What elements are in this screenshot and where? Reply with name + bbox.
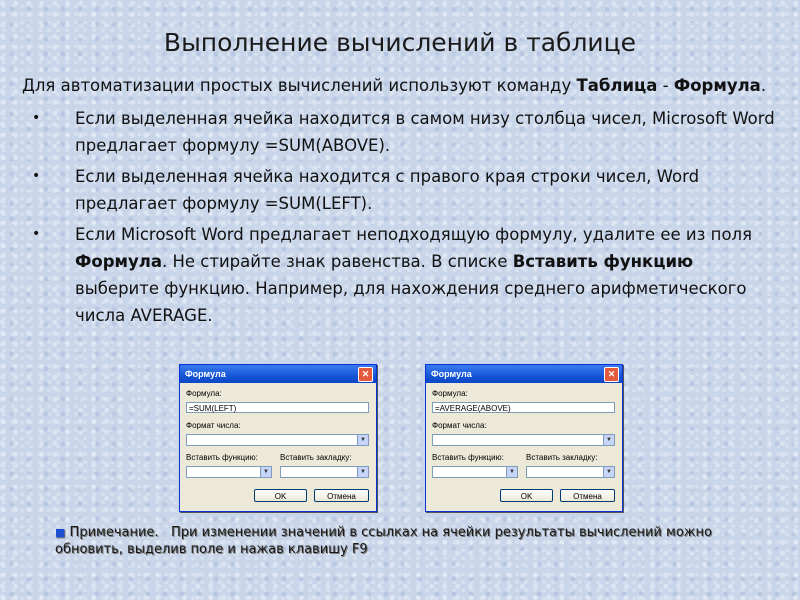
- bullet-item: [22, 105, 782, 159]
- chevron-down-icon[interactable]: ▼: [357, 467, 368, 477]
- insert-function-label: Вставить функцию:: [432, 453, 504, 462]
- intro-bold-table: Таблица: [576, 76, 658, 95]
- formula-label: Формула:: [432, 389, 468, 398]
- chevron-down-icon[interactable]: ▼: [603, 467, 614, 477]
- bullet-dot-icon: •: [32, 168, 41, 184]
- number-format-label: Формат числа:: [186, 421, 241, 430]
- intro-text: Для автоматизации простых вычислений используют команду: [22, 76, 577, 95]
- bullet-square-icon: ■: [55, 526, 66, 539]
- formula-input[interactable]: =SUM(LEFT): [186, 402, 369, 413]
- bullet-dot-icon: •: [32, 110, 41, 126]
- number-format-select[interactable]: [432, 434, 615, 446]
- formula-dialog-sum: [179, 364, 377, 512]
- cancel-button[interactable]: Отмена: [314, 489, 369, 502]
- intro-dash: -: [657, 76, 674, 95]
- note-text: При изменении значений в ссылках на ячейки результаты вычислений можно обновить, выделив поле и нажав клавишу F9: [55, 525, 712, 557]
- insert-bookmark-select[interactable]: [280, 466, 369, 478]
- bullet-text: Если выделенная ячейка находится с правого края строки чисел, Word предлагает формулу =SUM(LEFT).: [75, 167, 700, 213]
- cancel-button[interactable]: Отмена: [560, 489, 615, 502]
- bullet-item: [22, 163, 782, 217]
- dialog-titlebar: [426, 365, 622, 383]
- number-format-label: Формат числа:: [432, 421, 487, 430]
- slide-title: Выполнение вычислений в таблице: [163, 28, 637, 57]
- chevron-down-icon[interactable]: ▼: [603, 435, 614, 445]
- formula-label: Формула:: [186, 389, 222, 398]
- chevron-down-icon[interactable]: ▼: [357, 435, 368, 445]
- bullet-text: . Не стирайте знак равенства. В списке: [161, 252, 513, 271]
- bullet-text: Если Microsoft Word предлагает неподходящую формулу, удалите ее из поля: [75, 225, 753, 244]
- dialog-title: Формула: [431, 369, 472, 379]
- formula-dialog-average: [425, 364, 623, 512]
- note-paragraph: [55, 524, 775, 558]
- dialog-title: Формула: [185, 369, 226, 379]
- formula-input[interactable]: =AVERAGE(ABOVE): [432, 402, 615, 413]
- close-icon[interactable]: ✕: [604, 367, 619, 382]
- insert-function-select[interactable]: [432, 466, 518, 478]
- number-format-select[interactable]: [186, 434, 369, 446]
- insert-function-select[interactable]: [186, 466, 272, 478]
- note-label: Примечание.: [69, 525, 159, 540]
- insert-bookmark-label: Вставить закладку:: [526, 453, 598, 462]
- bullet-item: [22, 221, 782, 329]
- bullet-dot-icon: •: [32, 226, 41, 242]
- chevron-down-icon[interactable]: ▼: [260, 467, 271, 477]
- close-icon[interactable]: ✕: [358, 367, 373, 382]
- insert-function-label: Вставить функцию:: [186, 453, 258, 462]
- bullet-bold-formula: Формула: [75, 252, 162, 271]
- insert-bookmark-select[interactable]: [526, 466, 615, 478]
- intro-period: .: [760, 76, 767, 95]
- intro-bold-formula: Формула: [673, 76, 761, 95]
- slide-body: [22, 72, 782, 333]
- intro-paragraph: [22, 72, 782, 99]
- bullet-text: Если выделенная ячейка находится в самом низу столбца чисел, Microsoft Word предлагает формулу =SUM(ABOVE).: [75, 109, 775, 155]
- chevron-down-icon[interactable]: ▼: [506, 467, 517, 477]
- insert-bookmark-label: Вставить закладку:: [280, 453, 352, 462]
- ok-button[interactable]: OK: [254, 489, 307, 502]
- dialog-titlebar: [180, 365, 376, 383]
- bullet-text: выберите функцию. Например, для нахождения среднего арифметического числа AVERAGE.: [75, 279, 747, 325]
- ok-button[interactable]: OK: [500, 489, 553, 502]
- bullet-bold-insert-function: Вставить функцию: [512, 252, 694, 271]
